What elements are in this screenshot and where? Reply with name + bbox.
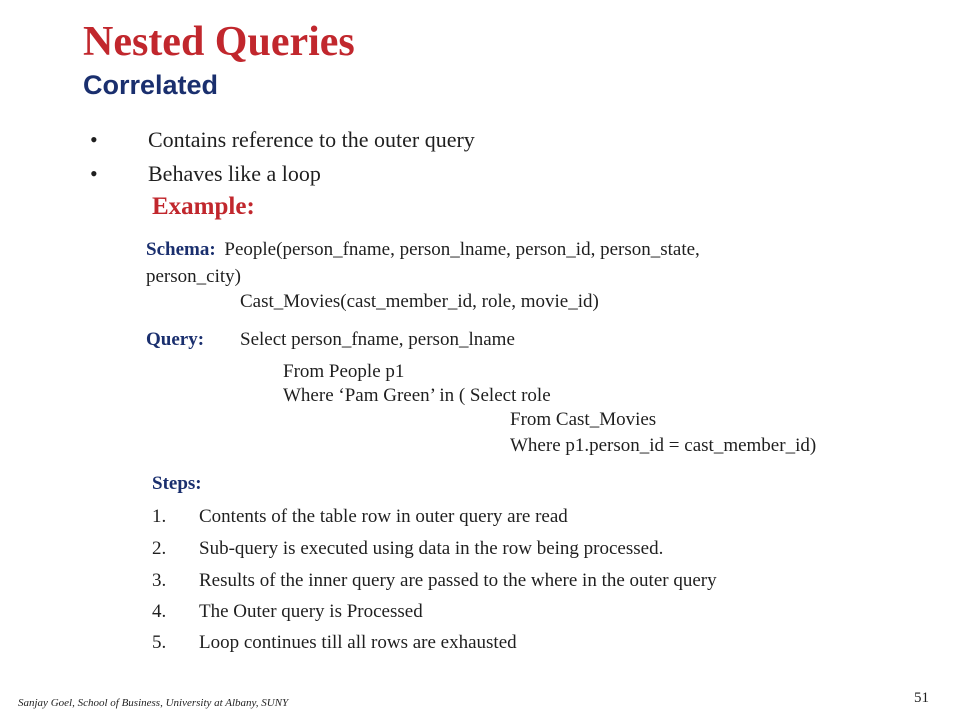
step-item <box>152 537 852 561</box>
step-number: 5. <box>152 632 167 653</box>
step-number: 4. <box>152 601 167 622</box>
step-text: Contents of the table row in outer query are read <box>199 506 568 527</box>
footer-credit: Sanjay Goel, School of Business, University at Albany, SUNY <box>18 697 289 709</box>
step-number: 1. <box>152 506 167 527</box>
query-line: From Cast_Movies <box>510 409 657 430</box>
query-line: From People p1 <box>283 361 405 382</box>
step-text: Results of the inner query are passed to the where in the outer query <box>199 570 717 591</box>
bullet-text: Contains reference to the outer query <box>148 127 475 152</box>
step-item <box>152 631 852 655</box>
query-line: Select person_fname, person_lname <box>240 329 515 350</box>
step-text: Sub-query is executed using data in the row being processed. <box>199 538 664 559</box>
schema-line <box>146 238 700 262</box>
schema-people: People(person_fname, person_lname, person_id, person_state, <box>224 239 700 260</box>
example-heading: Example: <box>152 193 255 220</box>
bullet-marker: • <box>90 161 98 186</box>
slide-title: Nested Queries <box>83 19 355 65</box>
bullet-item <box>90 160 790 188</box>
query-label: Query: <box>146 329 205 350</box>
step-text: The Outer query is Processed <box>199 601 423 622</box>
slide-subtitle: Correlated <box>83 70 219 100</box>
step-number: 3. <box>152 570 167 591</box>
bullet-item <box>90 126 790 154</box>
bullet-text: Behaves like a loop <box>148 161 321 186</box>
schema-cast-movies: Cast_Movies(cast_member_id, role, movie_id) <box>240 291 599 312</box>
step-text: Loop continues till all rows are exhausted <box>199 632 517 653</box>
step-item <box>152 569 872 593</box>
schema-label: Schema: <box>146 239 216 260</box>
bullet-marker: • <box>90 127 98 152</box>
step-item <box>152 505 852 529</box>
query-line: Where p1.person_id = cast_member_id) <box>510 435 817 456</box>
query-line: Where ‘Pam Green’ in ( Select role <box>283 385 551 406</box>
steps-label: Steps: <box>152 473 202 494</box>
step-number: 2. <box>152 538 167 559</box>
step-item <box>152 600 852 624</box>
page-number: 51 <box>914 690 929 706</box>
schema-line-continued: person_city) <box>146 266 241 287</box>
